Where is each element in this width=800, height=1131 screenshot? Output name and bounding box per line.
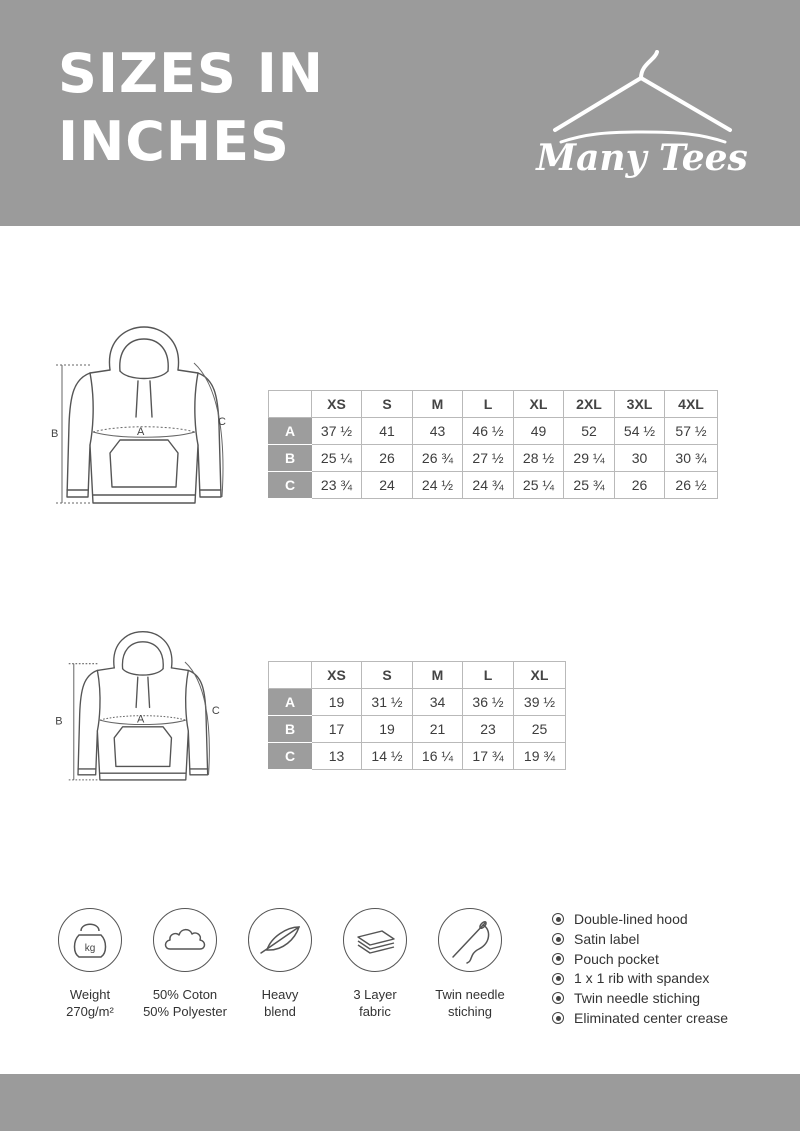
list-item: Pouch pocket	[552, 950, 728, 970]
table-cell: 36 ½	[463, 689, 514, 716]
title-line-1: SIZES IN	[58, 42, 325, 105]
needle-icon	[438, 908, 502, 972]
table-cell: 27 ½	[463, 445, 514, 472]
table-row	[269, 743, 566, 770]
size-table-adult	[268, 390, 718, 499]
table-cell: 34	[413, 689, 463, 716]
many-tees-logo	[536, 50, 748, 190]
row-header: C	[269, 743, 312, 770]
table-row	[269, 418, 718, 445]
table-cell: 29 ¼	[564, 445, 615, 472]
table-cell: 17	[312, 716, 362, 743]
feature-list	[552, 910, 728, 1029]
table-cell: 25	[514, 716, 566, 743]
cloud-icon	[153, 908, 217, 972]
row-header: A	[269, 418, 312, 445]
logo-text: Many Tees	[536, 137, 748, 179]
table-cell: 57 ½	[665, 418, 718, 445]
table-cell: 23	[463, 716, 514, 743]
list-item: Satin label	[552, 930, 728, 950]
label-b: B	[51, 428, 59, 440]
table-cell: 24 ½	[413, 472, 463, 499]
row-header: B	[269, 445, 312, 472]
table-cell: 23 ¾	[312, 472, 362, 499]
feature-material	[137, 908, 233, 1020]
table-cell: 25 ¾	[564, 472, 615, 499]
label-a: A	[136, 713, 145, 726]
feature-needle	[422, 908, 518, 1020]
table-cell: 17 ¾	[463, 743, 514, 770]
bullet-icon	[552, 992, 564, 1004]
table-cell: 49	[514, 418, 564, 445]
feature-label: 3 Layer fabric	[353, 987, 397, 1019]
table-cell: 14 ½	[362, 743, 413, 770]
table-cell: 24 ¾	[463, 472, 514, 499]
col-header: 3XL	[615, 391, 665, 418]
table-cell: 21	[413, 716, 463, 743]
kettlebell-icon	[58, 908, 122, 972]
table-cell: 30	[615, 445, 665, 472]
footer-bar	[0, 1074, 800, 1131]
col-header: 2XL	[564, 391, 615, 418]
list-item: Twin needle stiching	[552, 989, 728, 1009]
label-b: B	[55, 715, 63, 728]
hoodie-diagram-kids	[55, 630, 222, 790]
col-header: XS	[312, 662, 362, 689]
table-cell: 26 ½	[665, 472, 718, 499]
header-row	[269, 662, 566, 689]
table-row	[269, 472, 718, 499]
table-cell: 54 ½	[615, 418, 665, 445]
feather-icon	[248, 908, 312, 972]
title-line-2: INCHES	[58, 110, 290, 173]
table-cell: 41	[362, 418, 413, 445]
hoodie-diagram-adult	[48, 325, 238, 515]
feature-layers	[327, 908, 423, 1020]
table-cell: 13	[312, 743, 362, 770]
bullet-icon	[552, 913, 564, 925]
table-cell: 28 ½	[514, 445, 564, 472]
table-row	[269, 445, 718, 472]
table-cell: 46 ½	[463, 418, 514, 445]
table-cell: 52	[564, 418, 615, 445]
col-header: L	[463, 391, 514, 418]
table-cell: 31 ½	[362, 689, 413, 716]
table-cell: 39 ½	[514, 689, 566, 716]
list-item: Double-lined hood	[552, 910, 728, 930]
col-header: L	[463, 662, 514, 689]
table-cell: 19	[362, 716, 413, 743]
table-cell: 19	[312, 689, 362, 716]
table-cell: 37 ½	[312, 418, 362, 445]
feature-weight	[42, 908, 138, 1020]
table-cell: 25 ¼	[514, 472, 564, 499]
list-item: 1 x 1 rib with spandex	[552, 969, 728, 989]
label-c: C	[211, 705, 220, 718]
table-cell: 30 ¾	[665, 445, 718, 472]
table-cell: 26	[615, 472, 665, 499]
size-table-kids	[268, 661, 566, 770]
feature-label: Weight 270g/m²	[66, 987, 114, 1019]
feature-label: Twin needle stiching	[435, 987, 505, 1019]
table-cell: 24	[362, 472, 413, 499]
list-item: Eliminated center crease	[552, 1009, 728, 1029]
feature-label: Heavy blend	[261, 987, 299, 1019]
table-row	[269, 689, 566, 716]
table-row	[269, 716, 566, 743]
col-header: XL	[514, 662, 566, 689]
label-a: A	[137, 426, 145, 438]
bullet-icon	[552, 933, 564, 945]
bullet-icon	[552, 1012, 564, 1024]
table-cell: 26	[362, 445, 413, 472]
bullet-icon	[552, 973, 564, 985]
feature-blend	[232, 908, 328, 1020]
feature-label: 50% Coton 50% Polyester	[143, 987, 227, 1019]
bullet-icon	[552, 953, 564, 965]
col-header: M	[413, 662, 463, 689]
page-title	[58, 40, 324, 176]
col-header: M	[413, 391, 463, 418]
kg-text: kg	[84, 943, 96, 954]
table-cell: 19 ¾	[514, 743, 566, 770]
row-header: B	[269, 716, 312, 743]
label-c: C	[218, 416, 226, 428]
header-banner	[0, 0, 800, 226]
fabric-layers-icon	[343, 908, 407, 972]
table-cell: 25 ¼	[312, 445, 362, 472]
table-cell: 26 ¾	[413, 445, 463, 472]
header-row	[269, 391, 718, 418]
corner-cell	[269, 391, 312, 418]
col-header: 4XL	[665, 391, 718, 418]
row-header: C	[269, 472, 312, 499]
col-header: S	[362, 662, 413, 689]
col-header: XL	[514, 391, 564, 418]
table-cell: 16 ¼	[413, 743, 463, 770]
row-header: A	[269, 689, 312, 716]
corner-cell	[269, 662, 312, 689]
feature-icons	[58, 908, 528, 1038]
col-header: S	[362, 391, 413, 418]
col-header: XS	[312, 391, 362, 418]
table-cell: 43	[413, 418, 463, 445]
